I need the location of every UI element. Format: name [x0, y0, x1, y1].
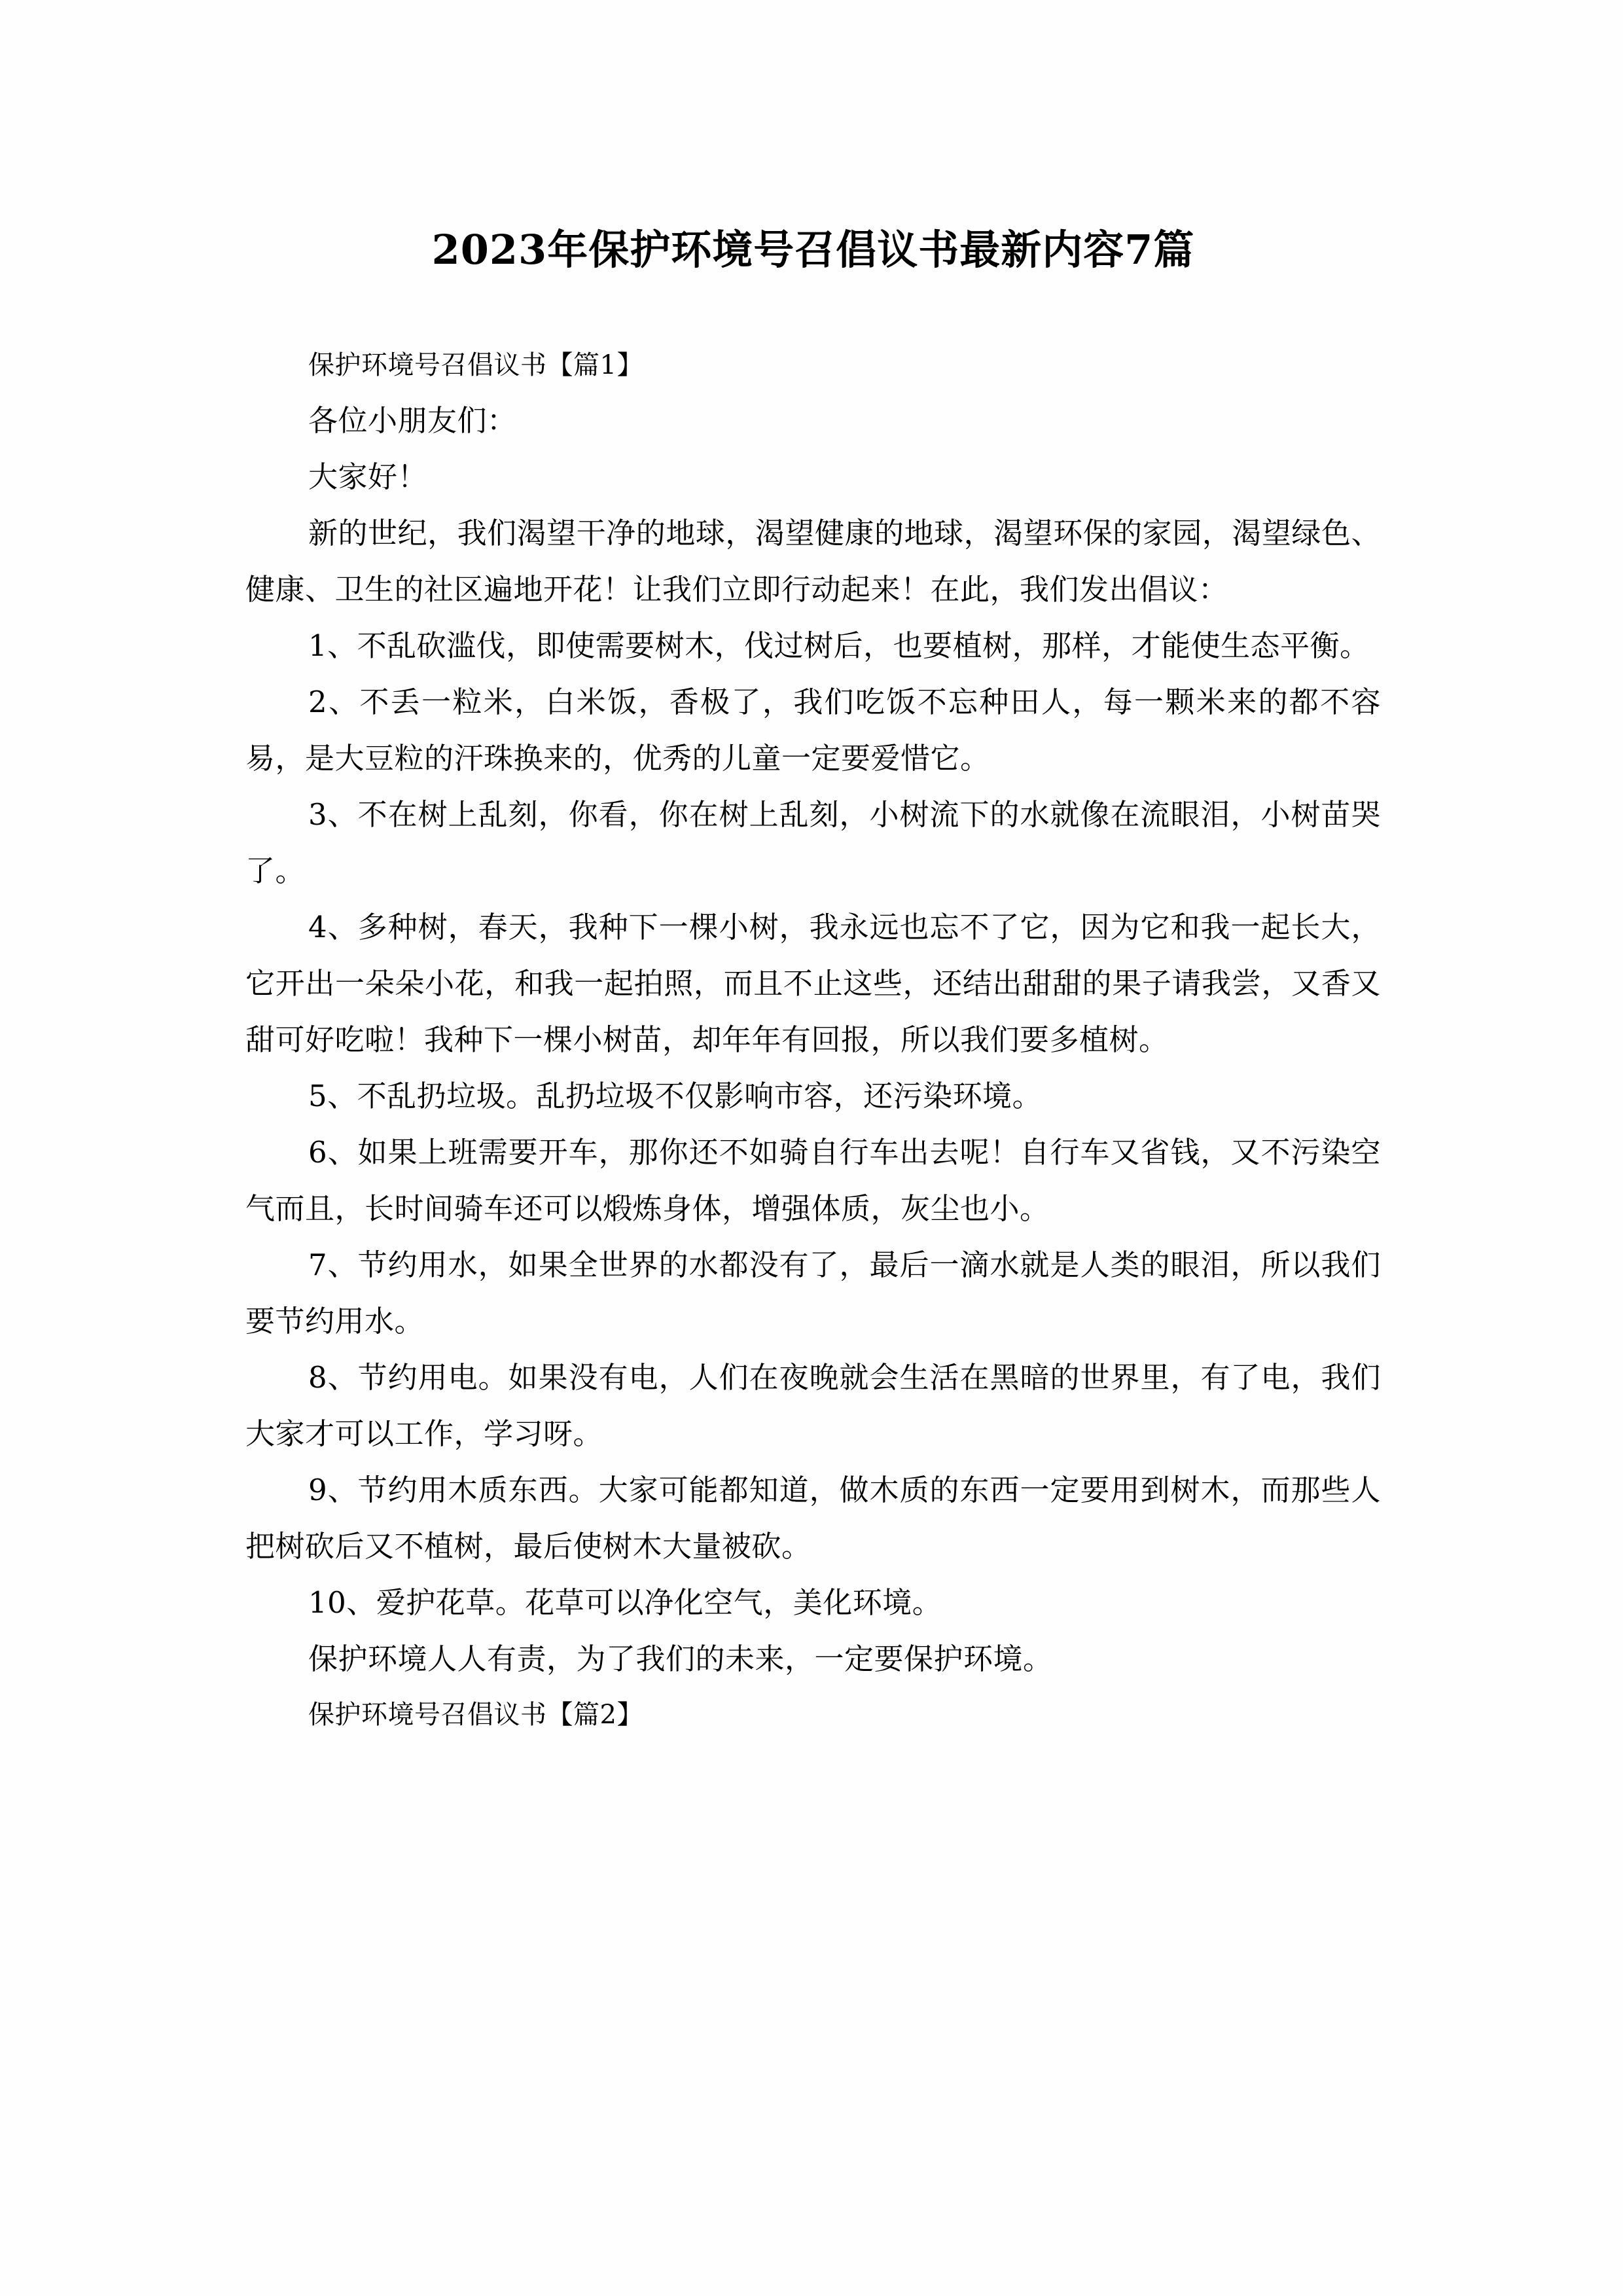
- list-item-3: 3、不在树上乱刻，你看，你在树上乱刻，小树流下的水就像在流眼泪，小树苗哭了。: [245, 797, 1381, 888]
- list-item-4: 4、多种树，春天，我种下一棵小树，我永远也忘不了它，因为它和我一起长大，它开出一朵朵小花，和我一起拍照，而且不止这些，还结出甜甜的果子请我尝，又香又甜可好吃啦！我种下一棵小树苗，却年年有回报，所以我们要多植树。: [245, 910, 1381, 1057]
- section-heading-1: 保护环境号召倡议书【篇1】: [308, 350, 643, 380]
- list-item-9: 9、节约用木质东西。大家可能都知道，做木质的东西一定要用到树木，而那些人把树砍后又不植树，最后使树木大量被砍。: [245, 1473, 1381, 1564]
- list-item-6: 6、如果上班需要开车，那你还不如骑自行车出去呢！自行车又省钱，又不污染空气而且，长时间骑车还可以煅炼身体，增强体质，灰尘也小。: [245, 1135, 1381, 1226]
- intro-paragraph: 新的世纪，我们渴望干净的地球，渴望健康的地球，渴望环保的家园，渴望绿色、健康、卫生的社区遍地开花！让我们立即行动起来！在此，我们发出倡议：: [245, 516, 1381, 607]
- list-item-8: 8、节约用电。如果没有电，人们在夜晚就会生活在黑暗的世界里，有了电，我们大家才可以工作，学习呀。: [245, 1360, 1381, 1451]
- greeting-line: 大家好！: [308, 459, 428, 494]
- closing-line: 保护环境人人有责，为了我们的未来，一定要保护环境。: [308, 1641, 1053, 1676]
- salutation-line: 各位小朋友们：: [308, 403, 517, 438]
- list-item-5: 5、不乱扔垃圾。乱扔垃圾不仅影响市容，还污染环境。: [308, 1079, 1043, 1113]
- page-title: 2023年保护环境号召倡议书最新内容7篇: [431, 225, 1195, 274]
- list-item-2: 2、不丢一粒米，白米饭，香极了，我们吃饭不忘种田人，每一颗米来的都不容易，是大豆粒的汗珠换来的，优秀的儿童一定要爱惜它。: [245, 685, 1381, 776]
- section-heading-2: 保护环境号召倡议书【篇2】: [308, 1700, 643, 1730]
- list-item-7: 7、节约用水，如果全世界的水都没有了，最后一滴水就是人类的眼泪，所以我们要节约用水。: [245, 1247, 1381, 1338]
- document-body: [245, 338, 1381, 1742]
- list-item-10: 10、爱护花草。花草可以净化空气，美化环境。: [308, 1585, 942, 1620]
- list-item-1: 1、不乱砍滥伐，即使需要树木，伐过树后，也要植树，那样，才能使生态平衡。: [308, 628, 1370, 663]
